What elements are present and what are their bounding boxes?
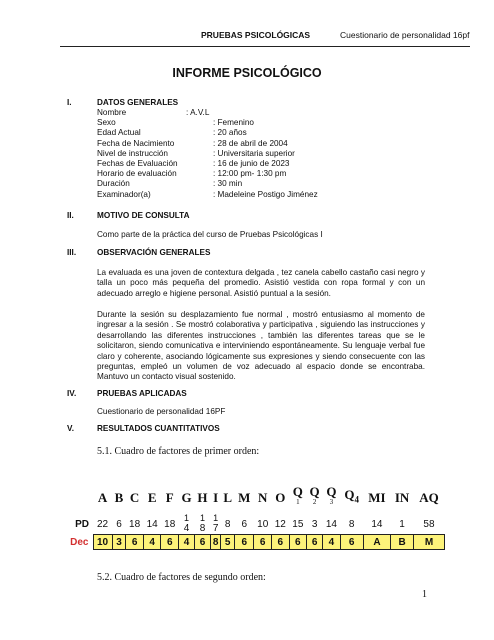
dec-cell: 3 — [112, 535, 126, 550]
observacion-paragraph-2: Durante la sesión su desplazamiento fue normal , mostró entusiasmo al momento de ingresar a la sesión . Se mostró colaborativa y participativa , siguiendo las instrucciones y desarrollando las diferentes instrucciones , también las diferentes tareas que se le solicitaron, siendo comunicativa e interviniendo espontáneamente. Su lenguaje verbal fue claro y coherente, asociando lógicamente sus expresiones y siendo consecuente con las preguntas, empleó un volumen de voz adecuado al espacio donde se encontraba. Mantuvo un contacto visual sostenido. — [97, 310, 425, 382]
dec-cell: A — [363, 535, 390, 550]
section-title-pruebas: PRUEBAS APLICADAS — [97, 389, 187, 398]
pd-value: 14 — [371, 518, 383, 530]
factor-header — [179, 480, 195, 514]
factor-subscript: 1 — [296, 498, 300, 506]
pd-cell — [179, 514, 195, 535]
section-number: III. — [67, 248, 77, 257]
datos-value: : 12:00 pm- 1:30 pm — [213, 169, 287, 179]
section-number: II. — [67, 211, 74, 220]
factor-name: Q — [326, 484, 337, 499]
dec-cell: 8 — [210, 535, 220, 550]
section-number: IV. — [67, 389, 77, 398]
factor-subscript: 2 — [312, 498, 317, 506]
section-title-observacion: OBSERVACIÓN GENERALES — [97, 248, 211, 257]
datos-value: : Universitaria superior — [213, 148, 295, 158]
factor-header — [271, 480, 289, 514]
datos-generales-list — [97, 108, 318, 200]
pd-row — [67, 514, 445, 535]
datos-row — [97, 149, 318, 159]
dec-cell: 6 — [307, 535, 323, 550]
pd-value: 18 — [129, 518, 141, 530]
section-number: I. — [67, 98, 72, 107]
factor-header — [413, 480, 444, 514]
datos-value: : 16 de junio de 2023 — [213, 159, 290, 169]
pd-value: 3 — [311, 518, 318, 530]
dec-cell: 6 — [235, 535, 254, 550]
pd-value: 8 — [224, 518, 231, 530]
datos-value: : 30 min — [213, 179, 243, 189]
section-title-datos: DATOS GENERALES — [97, 98, 179, 107]
motivo-text: Como parte de la práctica del curso de Pruebas Psicológicas I — [97, 230, 323, 239]
datos-key: Horario de evaluación — [97, 169, 177, 179]
factor-name: B — [114, 489, 124, 505]
dec-cell: 6 — [271, 535, 289, 550]
datos-row — [97, 108, 318, 118]
datos-value: : Madeleine Postigo Jiménez — [213, 189, 318, 199]
pd-value: 14 — [325, 518, 337, 530]
pd-value: 6 — [241, 518, 247, 530]
page-header — [0, 30, 494, 44]
factor-header — [323, 480, 341, 514]
dec-cell: 6 — [254, 535, 272, 550]
dec-cell: 4 — [323, 535, 341, 550]
factor-name: O — [275, 489, 286, 505]
dec-cell: 6 — [161, 535, 179, 550]
datos-value: : A.V.L — [186, 108, 210, 117]
pd-cell-upper: 1 — [199, 513, 205, 523]
factor-subscript: 3 — [329, 498, 334, 506]
datos-row — [97, 159, 318, 169]
pruebas-text: Cuestionario de personalidad 16PF — [97, 407, 226, 416]
pd-cell — [112, 514, 126, 535]
datos-key: Edad Actual — [97, 128, 141, 138]
pd-value: 1 — [399, 518, 405, 530]
factor-header — [235, 480, 254, 514]
dec-cell: 6 — [126, 535, 144, 550]
factor-name: L — [223, 489, 233, 505]
factor-header — [161, 480, 179, 514]
factor-name: H — [197, 489, 208, 505]
dec-cell: 6 — [340, 535, 363, 550]
pd-cell — [271, 514, 289, 535]
factor-header-row — [67, 480, 445, 514]
subhead-segundo-orden: 5.2. Cuadro de factores de segundo orden: — [97, 572, 266, 583]
factor-header — [289, 480, 307, 514]
pd-cell — [363, 514, 390, 535]
datos-row — [97, 179, 318, 189]
datos-row — [97, 190, 318, 200]
datos-row — [97, 139, 318, 149]
factor-name: G — [181, 489, 192, 505]
dec-cell: 4 — [143, 535, 161, 550]
factor-name: IN — [394, 489, 410, 505]
pd-value: 58 — [423, 518, 435, 530]
pd-value: 15 — [292, 518, 304, 530]
pd-value: 8 — [348, 518, 355, 530]
factor-header — [126, 480, 144, 514]
pd-cell-upper: 1 — [213, 513, 219, 523]
pd-label: PD — [75, 518, 89, 530]
dec-cell: 10 — [93, 535, 112, 550]
pd-cell — [289, 514, 307, 535]
pd-value: 18 — [164, 518, 176, 530]
factor-name: N — [258, 489, 268, 505]
pd-cell — [391, 514, 414, 535]
datos-key: Fecha de Nacimiento — [97, 138, 175, 148]
header-test: Cuestionario de personalidad 16pf — [340, 30, 470, 40]
datos-value: : 20 años — [213, 128, 247, 138]
dec-label: Dec — [70, 536, 89, 548]
section-title-motivo: MOTIVO DE CONSULTA — [97, 211, 190, 220]
factor-name: C — [129, 489, 140, 505]
pd-cell — [413, 514, 444, 535]
pd-cell — [307, 514, 323, 535]
pd-value: 22 — [97, 518, 109, 530]
pd-cell — [143, 514, 161, 535]
factor-name: I — [213, 489, 219, 505]
pd-cell — [93, 514, 112, 535]
dec-cell: 4 — [179, 535, 195, 550]
datos-key: Fechas de Evaluación — [97, 159, 178, 169]
factor-header — [221, 480, 235, 514]
dec-cell: 5 — [221, 535, 235, 550]
dec-cell: 6 — [289, 535, 307, 550]
datos-key: Nivel de instrucción — [97, 148, 168, 158]
datos-row — [97, 118, 318, 128]
pd-cell — [210, 514, 220, 535]
pd-cell — [221, 514, 235, 535]
datos-value: : Femenino — [213, 118, 254, 128]
factor-name: Q — [309, 484, 320, 499]
datos-key: Examinador(a) — [97, 189, 151, 199]
pd-cell-upper: 1 — [184, 513, 190, 523]
pd-cell — [235, 514, 254, 535]
factor-name: MI — [368, 489, 386, 505]
datos-key: Duración — [97, 179, 130, 189]
factor-subscript: 4 — [354, 494, 360, 505]
factor-header — [391, 480, 414, 514]
subhead-primer-orden: 5.1. Cuadro de factores de primer orden: — [97, 446, 260, 457]
pd-cell — [340, 514, 363, 535]
pd-value: 14 — [146, 518, 158, 530]
report-title: INFORME PSICOLÓGICO — [172, 66, 322, 80]
dec-cell: 6 — [195, 535, 211, 550]
pd-value: 12 — [274, 518, 286, 530]
factor-header — [210, 480, 220, 514]
factor-header — [340, 480, 363, 514]
factors-table — [67, 480, 445, 550]
factor-header — [363, 480, 390, 514]
factor-header — [143, 480, 161, 514]
factor-header — [195, 480, 211, 514]
factor-header — [254, 480, 272, 514]
datos-key: Sexo — [97, 118, 116, 128]
factor-name: AQ — [419, 489, 439, 505]
datos-row — [97, 169, 318, 179]
factor-name: M — [238, 489, 251, 505]
factor-header — [93, 480, 112, 514]
dec-cell: B — [391, 535, 414, 550]
pd-cell — [195, 514, 211, 535]
factor-name: E — [147, 489, 157, 505]
datos-row — [97, 128, 318, 138]
page-number: 1 — [422, 589, 427, 600]
factor-name: Q — [344, 486, 355, 502]
factor-name: A — [97, 489, 108, 505]
dec-row — [67, 535, 445, 550]
datos-key: Nombre — [97, 108, 127, 117]
factor-header — [112, 480, 126, 514]
pd-value: 10 — [257, 518, 269, 530]
factor-name: Q — [292, 484, 303, 499]
pd-value: 6 — [116, 518, 122, 530]
pd-value: 7 — [212, 523, 219, 534]
datos-value: : 28 de abril de 2004 — [213, 138, 288, 148]
pd-cell — [254, 514, 272, 535]
section-title-resultados: RESULTADOS CUANTITATIVOS — [97, 424, 220, 433]
pd-value: 4 — [183, 523, 190, 534]
header-course: PRUEBAS PSICOLÓGICAS — [201, 30, 311, 40]
factor-name: F — [165, 489, 174, 505]
section-number: V. — [67, 424, 74, 433]
dec-cell: M — [413, 535, 444, 550]
pd-cell — [126, 514, 144, 535]
header-divider — [60, 46, 470, 47]
pd-cell — [323, 514, 341, 535]
observacion-paragraph-1: La evaluada es una joven de contextura delgada , tez canela cabello castaño casi negro y talla un poco más pequeña del promedio. Asistió vestida con ropa formal y con un adecuado arreglo e higiene personal. Asistió puntual a la sesión. — [97, 268, 425, 298]
pd-value: 8 — [199, 523, 206, 534]
factor-header — [307, 480, 323, 514]
pd-cell — [161, 514, 179, 535]
